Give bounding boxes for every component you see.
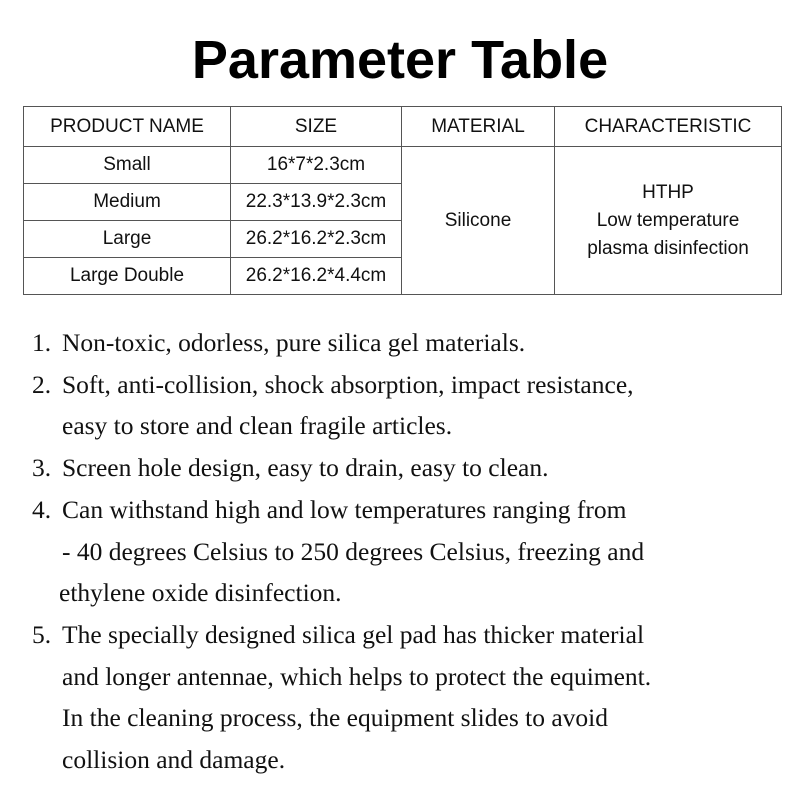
size-cell: 26.2*16.2*2.3cm — [231, 221, 402, 258]
table-header-row — [24, 107, 782, 147]
list-number: 4. — [32, 494, 52, 524]
list-text-line: - 40 degrees Celsius to 250 degrees Celsius, freezing and — [62, 536, 645, 566]
header-size: SIZE — [231, 107, 402, 147]
list-item — [32, 364, 792, 447]
list-item — [32, 322, 792, 364]
list-text-line: Soft, anti-collision, shock absorption, impact resistance, — [62, 369, 634, 399]
list-item — [32, 614, 792, 781]
parameter-table — [23, 106, 782, 295]
size-cell: 26.2*16.2*4.4cm — [231, 258, 402, 295]
list-item — [32, 447, 792, 489]
size-cell: 22.3*13.9*2.3cm — [231, 184, 402, 221]
characteristic-cell — [555, 147, 782, 295]
list-text-line: Can withstand high and low temperatures ranging from — [62, 494, 627, 524]
header-product-name: PRODUCT NAME — [24, 107, 231, 147]
characteristic-line: Low temperature — [596, 209, 740, 231]
list-text-line: In the cleaning process, the equipment slides to avoid — [62, 703, 608, 733]
page-title: Parameter Table — [191, 30, 609, 90]
material-cell: Silicone — [402, 147, 555, 295]
list-number: 3. — [32, 453, 52, 483]
product-name-cell: Large — [24, 221, 231, 258]
list-number: 1. — [32, 328, 52, 357]
table-row — [24, 147, 782, 184]
list-text-line: and longer antennae, which helps to protect the equiment. — [62, 661, 652, 691]
characteristic-line: plasma disinfection — [587, 237, 749, 259]
product-name-cell: Medium — [24, 184, 231, 221]
list-text-line: The specially designed silica gel pad has thicker material — [62, 619, 645, 649]
header-characteristic: CHARACTERISTIC — [555, 107, 782, 147]
list-item — [32, 489, 792, 614]
characteristic-line: HTHP — [642, 181, 694, 203]
product-name-cell: Large Double — [24, 258, 231, 295]
header-material: MATERIAL — [402, 107, 555, 147]
size-cell: 16*7*2.3cm — [231, 147, 402, 184]
product-name-cell: Small — [24, 147, 231, 184]
feature-list — [32, 322, 792, 781]
list-number: 2. — [32, 369, 52, 399]
list-text-line: collision and damage. — [62, 745, 286, 775]
list-text-line: Non-toxic, odorless, pure silica gel materials. — [62, 328, 526, 357]
list-text-line: ethylene oxide disinfection. — [59, 578, 342, 608]
list-text-line: easy to store and clean fragile articles. — [62, 411, 453, 441]
list-number: 5. — [32, 619, 52, 649]
list-text-line: Screen hole design, easy to drain, easy to clean. — [62, 453, 549, 483]
